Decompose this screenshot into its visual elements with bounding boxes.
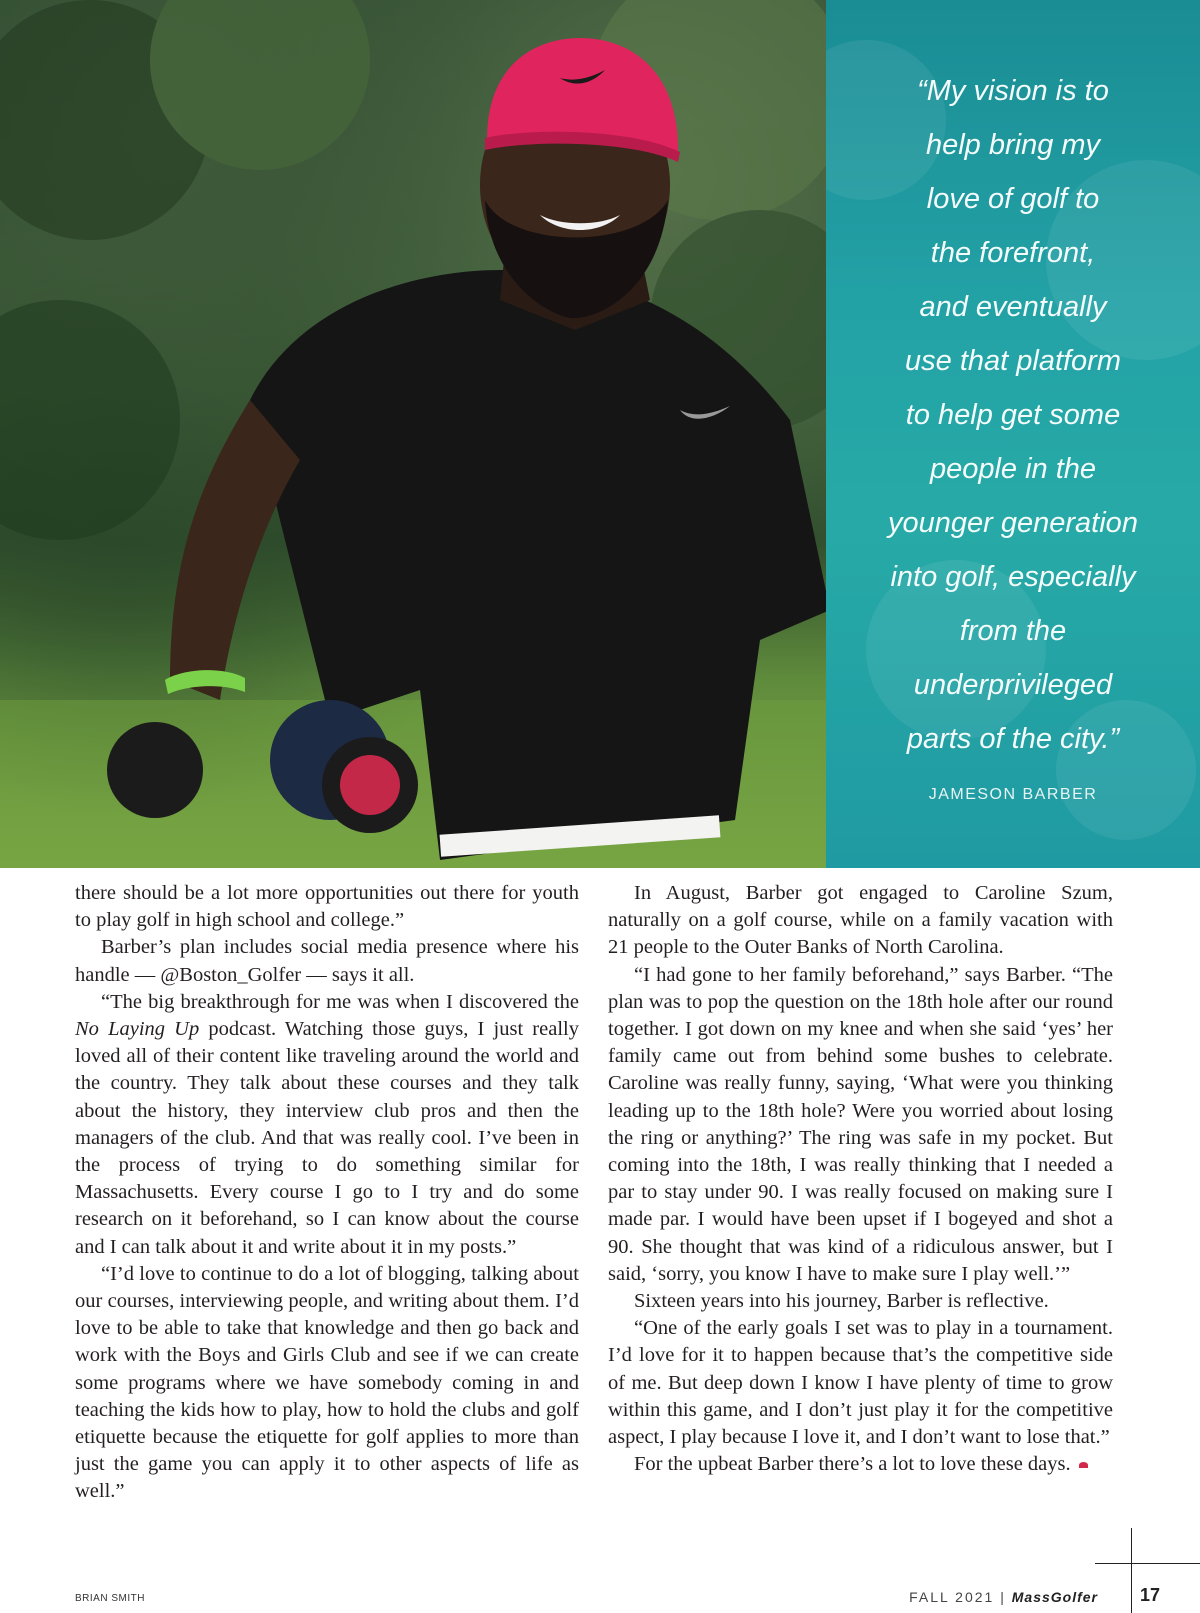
- folio: [909, 1589, 1098, 1605]
- crop-mark-vertical: [1131, 1528, 1132, 1613]
- article-paragraph: “I had gone to her family beforehand,” says Barber. “The plan was to pop the question on the 18th hole after our round together. I got down on my knee and when she said ‘yes’ her family came out from behind some bushes to celebrate. Caroline was really funny, saying, ‘What were you thinking leading up to the 18th hole? Were you worried about losing the ring or anything?’ The ring was safe in my pocket. But coming into the 18th, I was really thinking that I needed a par to stay under 90. I was really focused on making sure I made par. I would have been upset if I bogeyed and shot a 90. She thought that was kind of a ridiculous answer, but I said, ‘sorry, you know I have to make sure I play well.’”: [608, 963, 1113, 1285]
- article-paragraph: [75, 989, 579, 1261]
- article-paragraph: “One of the early goals I set was to play in a tournament. I’d love for it to happen because that’s the competitive side of me. But deep down I know I have plenty of time to grow within this game, and I don’t just play it for the competitive aspect, I play because I love it, and I don’t want to lose that.”: [608, 1317, 1113, 1449]
- crop-mark-horizontal: [1095, 1563, 1200, 1564]
- podcast-title: No Laying Up: [75, 1018, 200, 1041]
- article-paragraph: [608, 1451, 1113, 1478]
- magazine-name: MassGolfer: [1011, 1589, 1098, 1605]
- golfer-illustration: [0, 0, 826, 868]
- pull-quote-text: “My vision is to help bring my love of golf to the forefront, and eventually use that platform to help get some people in the younger generation into golf, especially from the underprivileged parts of the city.”: [888, 75, 1138, 755]
- article-paragraph: Sixteen years into his journey, Barber is reflective.: [634, 1290, 1049, 1313]
- pull-quote-panel: [826, 0, 1200, 868]
- issue-label: FALL 2021: [909, 1589, 995, 1605]
- paragraph-text: podcast. Watching those guys, I just really loved all of their content like traveling around the world and the country. They talk about these courses and they talk about the history, they interview club pros and then the managers of the club. And that was really cool. I’ve been in the process of trying to do something similar for Massachusetts. Every course I go to I try and do some research on it beforehand, so I can know about the course and I can talk about it and write about it in my posts.”: [75, 1018, 579, 1258]
- pull-quote-attribution: JAMESON BARBER: [928, 786, 1098, 803]
- hero-photo: [0, 0, 826, 868]
- article-paragraph: there should be a lot more opportunities out there for youth to play golf in high school and college.”: [75, 882, 579, 932]
- article-column-left: [75, 880, 579, 1506]
- paragraph-text: For the upbeat Barber there’s a lot to love these days.: [634, 1453, 1071, 1476]
- article-paragraph: “I’d love to continue to do a lot of blogging, talking about our courses, interviewing people, and writing about them. I’d love to be able to take that knowledge and then go back and work with the Boys and Girls Club and see if we can create some programs where we have somebody coming in and teaching the kids how to play, how to hold the clubs and golf etiquette because the etiquette for golf applies to more than just the game you can apply it to other aspects of life as well.”: [75, 1262, 579, 1503]
- folio-separator: |: [1000, 1589, 1006, 1605]
- article-paragraph: Barber’s plan includes social media presence where his handle — @Boston_Golfer — says it all.: [75, 936, 579, 986]
- article-paragraph: In August, Barber got engaged to Caroline Szum, naturally on a golf course, while on a family vacation with 21 people to the Outer Banks of North Carolina.: [608, 882, 1113, 959]
- photo-credit: BRIAN SMITH: [75, 1593, 145, 1604]
- end-of-story-icon: [1079, 1462, 1088, 1468]
- article-column-right: [608, 880, 1113, 1478]
- page-number: 17: [1140, 1585, 1161, 1605]
- paragraph-text: “The big breakthrough for me was when I discovered the: [101, 990, 579, 1013]
